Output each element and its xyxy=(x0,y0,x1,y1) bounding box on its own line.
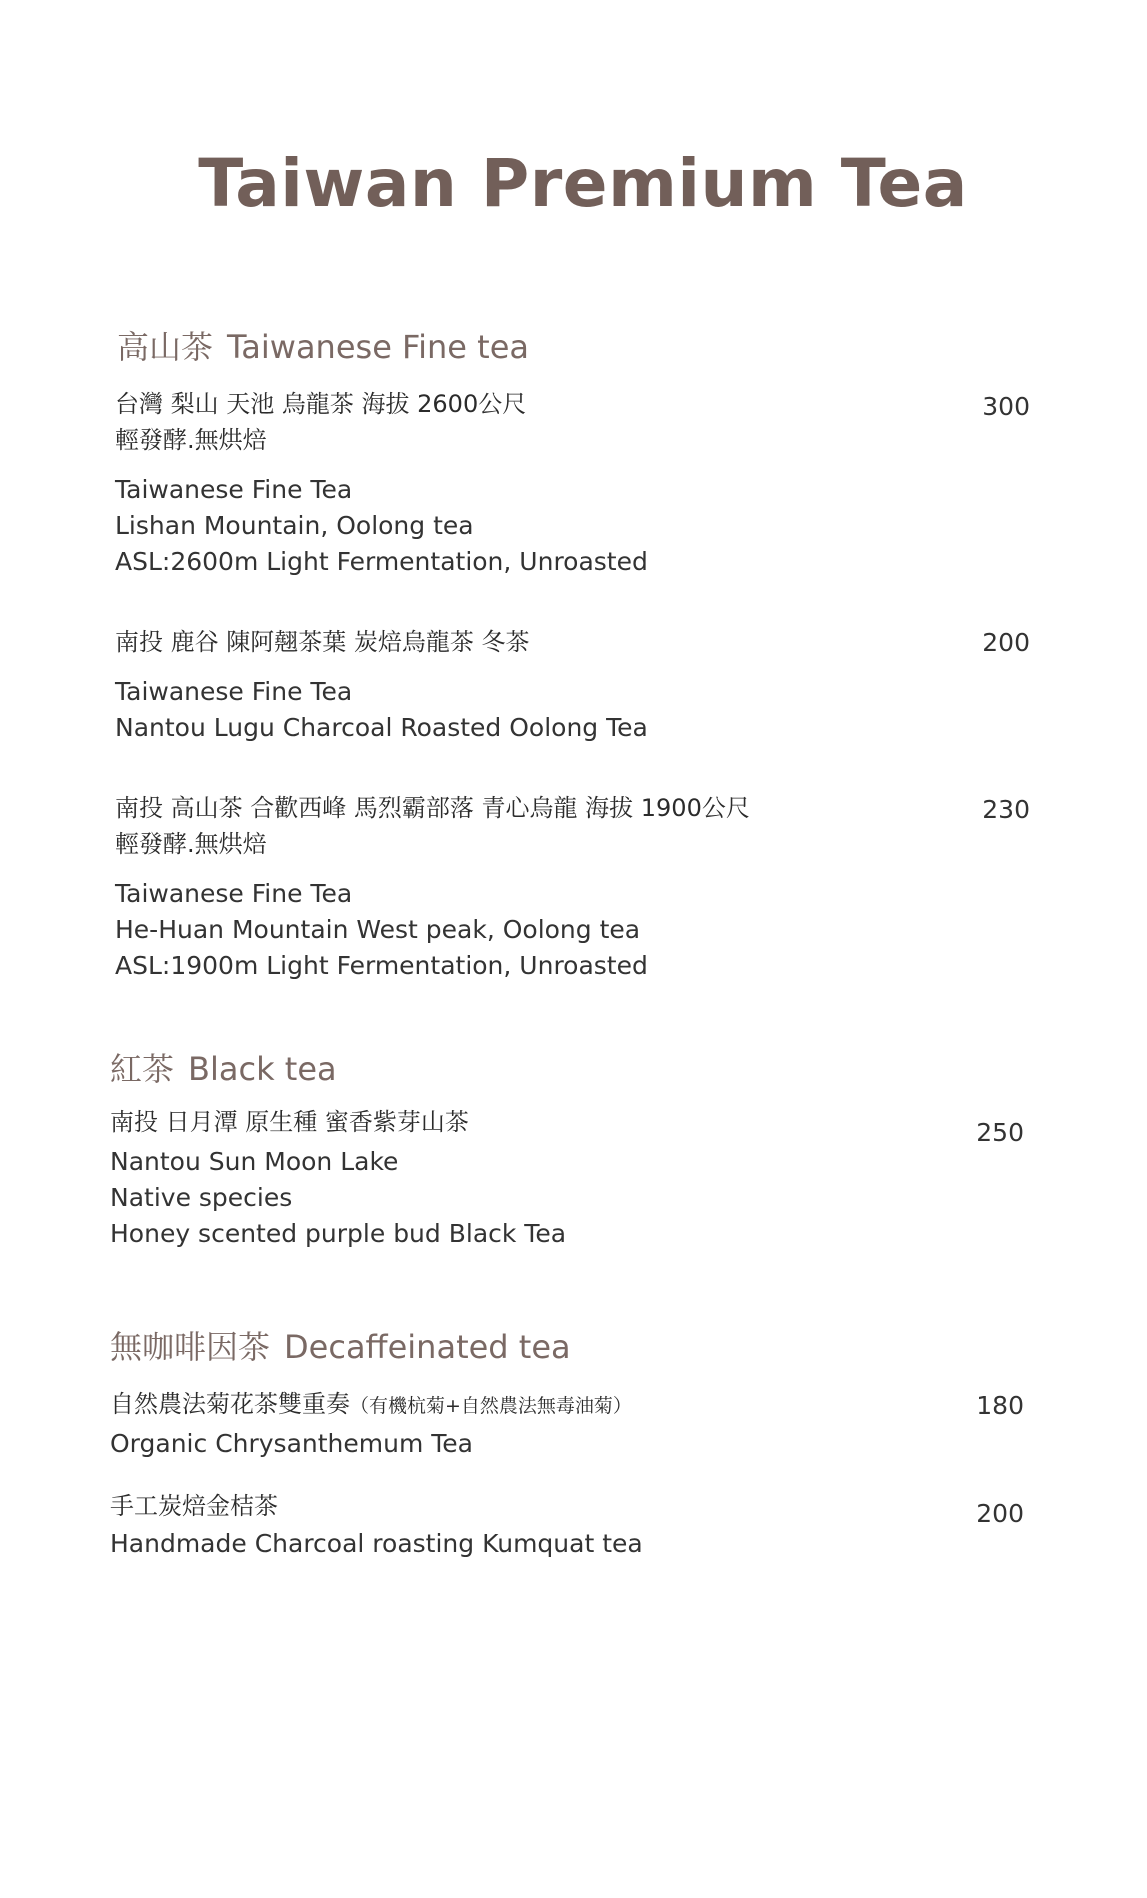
item-desc-en: Taiwanese Fine Tea xyxy=(115,879,353,908)
item-name-zh: 南投 日月潭 原生種 蜜香紫芽山茶 xyxy=(110,1108,469,1136)
menu-item xyxy=(110,1488,643,1562)
item-desc-en: Organic Chrysanthemum Tea xyxy=(110,1429,474,1458)
item-desc-en: Taiwanese Fine Tea xyxy=(115,677,353,706)
item-name-zh: 台灣 梨山 天池 烏龍茶 海拔 2600公尺 xyxy=(115,390,527,418)
item-desc-en: He-Huan Mountain West peak, Oolong tea xyxy=(115,915,641,944)
item-desc-en: Nantou Sun Moon Lake xyxy=(110,1147,399,1176)
item-name-zh-main: 自然農法菊花茶雙重奏 xyxy=(110,1390,350,1418)
item-desc-en: ASL:2600m Light Fermentation, Unroasted xyxy=(115,547,648,576)
item-name-zh: 手工炭焙金桔茶 xyxy=(110,1492,278,1520)
section-heading-zh: 紅茶 xyxy=(110,1050,175,1088)
item-name-zh xyxy=(110,1386,632,1424)
item-desc-en: Lishan Mountain, Oolong tea xyxy=(115,511,474,540)
item-price: 300 xyxy=(982,392,1030,421)
menu-item xyxy=(115,386,648,580)
section-heading xyxy=(110,1322,571,1368)
menu-item xyxy=(110,1104,566,1252)
menu-item xyxy=(110,1386,632,1462)
section-black-tea xyxy=(110,1044,337,1090)
page-title: Taiwan Premium Tea xyxy=(198,145,968,222)
item-desc-en: Native species xyxy=(110,1183,293,1212)
item-desc-en: Nantou Lugu Charcoal Roasted Oolong Tea xyxy=(115,713,648,742)
item-name-zh: 南投 鹿谷 陳阿翹茶葉 炭焙烏龍茶 冬茶 xyxy=(115,628,530,656)
item-name-zh-note: （有機杭菊+自然農法無毒油菊） xyxy=(350,1395,632,1417)
item-desc-en: ASL:1900m Light Fermentation, Unroasted xyxy=(115,951,648,980)
item-name-zh: 輕發酵.無烘焙 xyxy=(115,426,267,454)
item-desc-en: Taiwanese Fine Tea xyxy=(115,475,353,504)
section-decaf-tea xyxy=(110,1322,571,1368)
section-fine-tea xyxy=(117,322,529,368)
item-price: 250 xyxy=(976,1118,1024,1147)
section-heading-en: Decaffeinated tea xyxy=(284,1328,571,1366)
item-name-zh: 南投 高山茶 合歡西峰 馬烈霸部落 青心烏龍 海拔 1900公尺 xyxy=(115,794,750,822)
item-price: 230 xyxy=(982,795,1030,824)
item-price: 200 xyxy=(976,1499,1024,1528)
section-heading-zh: 無咖啡因茶 xyxy=(110,1328,271,1366)
section-heading-en: Black tea xyxy=(188,1050,337,1088)
section-heading xyxy=(110,1044,337,1090)
menu-item xyxy=(115,624,648,746)
section-heading xyxy=(117,322,529,368)
item-name-zh: 輕發酵.無烘焙 xyxy=(115,830,267,858)
item-desc-en: Handmade Charcoal roasting Kumquat tea xyxy=(110,1529,643,1558)
item-price: 180 xyxy=(976,1391,1024,1420)
section-heading-zh: 高山茶 xyxy=(117,328,214,366)
menu-item xyxy=(115,790,750,984)
item-price: 200 xyxy=(982,628,1030,657)
item-desc-en: Honey scented purple bud Black Tea xyxy=(110,1219,567,1248)
section-heading-en: Taiwanese Fine tea xyxy=(227,328,529,366)
